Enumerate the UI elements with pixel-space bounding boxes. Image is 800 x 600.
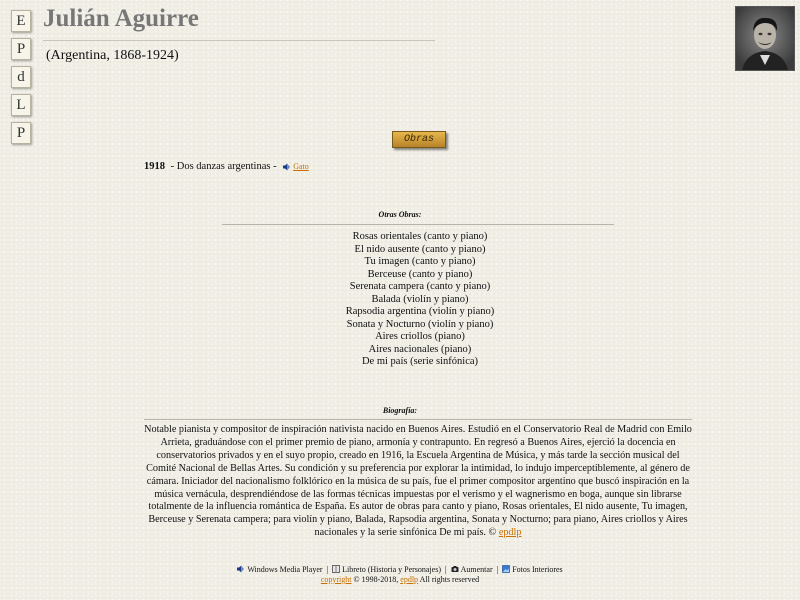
title-divider — [43, 40, 435, 41]
list-item: Berceuse (canto y piano) — [367, 268, 473, 280]
photo-icon — [502, 565, 510, 573]
copyright-text: © 1998-2018, — [353, 575, 399, 584]
work-title: - Dos danzas argentinas - — [168, 161, 280, 172]
list-item: Balada (violín y piano) — [371, 293, 469, 305]
biography-divider — [144, 419, 692, 420]
page-title: Julián Aguirre — [43, 5, 199, 32]
work-entry — [144, 161, 309, 172]
footer-links — [0, 565, 800, 575]
nav-tile-d[interactable]: d — [11, 66, 31, 88]
fotos-interiores-link[interactable]: Fotos Interiores — [512, 565, 563, 574]
work-year: 1918 — [144, 161, 165, 172]
list-item: De mi país (serie sinfónica) — [361, 356, 479, 368]
list-item: Tu imagen (canto y piano) — [364, 256, 476, 268]
page-subtitle: (Argentina, 1868-1924) — [46, 48, 179, 63]
book-icon — [332, 565, 340, 573]
footer-epdlp-link[interactable]: epdlp — [400, 575, 419, 584]
other-works-heading: Otras Obras: — [378, 210, 422, 219]
camera-icon — [451, 565, 459, 573]
libreto-link[interactable]: Libreto (Historia y Personajes) — [342, 565, 442, 574]
biography-heading: Biografía: — [382, 406, 418, 415]
list-item: Sonata y Nocturno (violín y piano) — [346, 318, 494, 330]
list-item: Rapsodia argentina (violín y piano) — [345, 306, 495, 318]
footer-separator: | — [496, 565, 499, 574]
biography-text — [144, 424, 692, 540]
aumentar-link[interactable]: Aumentar — [460, 565, 493, 574]
list-item: Aires nacionales (piano) — [368, 343, 472, 355]
epdlp-link[interactable]: epdlp — [498, 527, 522, 539]
nav-tile-e[interactable]: E — [11, 10, 31, 32]
rights-text: All rights reserved — [419, 575, 480, 584]
copyright-symbol: © — [488, 527, 497, 539]
speaker-icon — [283, 163, 291, 171]
nav-tile-l[interactable]: L — [11, 94, 31, 116]
obras-button[interactable]: Obras — [392, 131, 446, 148]
footer-separator: | — [445, 565, 447, 574]
windows-media-player-link[interactable]: Windows Media Player — [247, 565, 323, 574]
nav-tile-p[interactable]: P — [11, 38, 31, 60]
footer — [0, 565, 800, 585]
other-works-divider — [222, 224, 614, 225]
copyright-link[interactable]: copyright — [320, 575, 352, 584]
footer-copyright — [0, 575, 800, 585]
list-item: Aires criollos (piano) — [375, 331, 465, 343]
biography-body: Notable pianista y compositor de inspiración nativista nacido en Buenos Aires. Estudió en el Conservatorio Real de Madrid con Emilo Arrieta, graduándose con el primer premio de piano, armonía y contrapunto. En regresó a Buenos Aires, ejerció la docencia en conservatorios privados y en el suyo propio, creado en 1916, la Escuela Argentina de Música, y más tarde la sección musical del Comité Nacional de Bellas Artes. Su condición y su preferencia por explorar la intimidad, lo indujo imperceptiblemente, al género de cámara. Iniciador del nacionalismo folklórico en la música de su país, fue el primer compositor argentino que buscó inspiración en la música vernácula, desprendiéndose de las formas técnicas impuestas por el verismo y el wagnerismo en boga, aunque sin librarse totalmente de la influencia romántica de España. Es autor de obras para canto y piano, Rosas orientales, El nido ausente, Tu imagen, Berceuse y Serenata campera; para violín y piano, Balada, Rapsodia argentina, Sonata y Nocturno; para piano, Aires criollos y Aires nacionales y la serie sinfónica De mi país. — [144, 424, 692, 539]
footer-separator: | — [326, 565, 329, 574]
composer-portrait — [735, 6, 795, 71]
list-item: Serenata campera (canto y piano) — [349, 281, 491, 293]
list-item: Rosas orientales (canto y piano) — [352, 231, 488, 242]
portrait-image — [736, 7, 794, 70]
sidebar-nav — [11, 10, 31, 150]
list-item: El nido ausente (canto y piano) — [354, 243, 486, 255]
other-works-list — [300, 231, 540, 369]
nav-tile-p2[interactable]: P — [11, 122, 31, 144]
gato-audio-link[interactable]: Gato — [293, 162, 309, 171]
speaker-icon — [237, 565, 245, 573]
